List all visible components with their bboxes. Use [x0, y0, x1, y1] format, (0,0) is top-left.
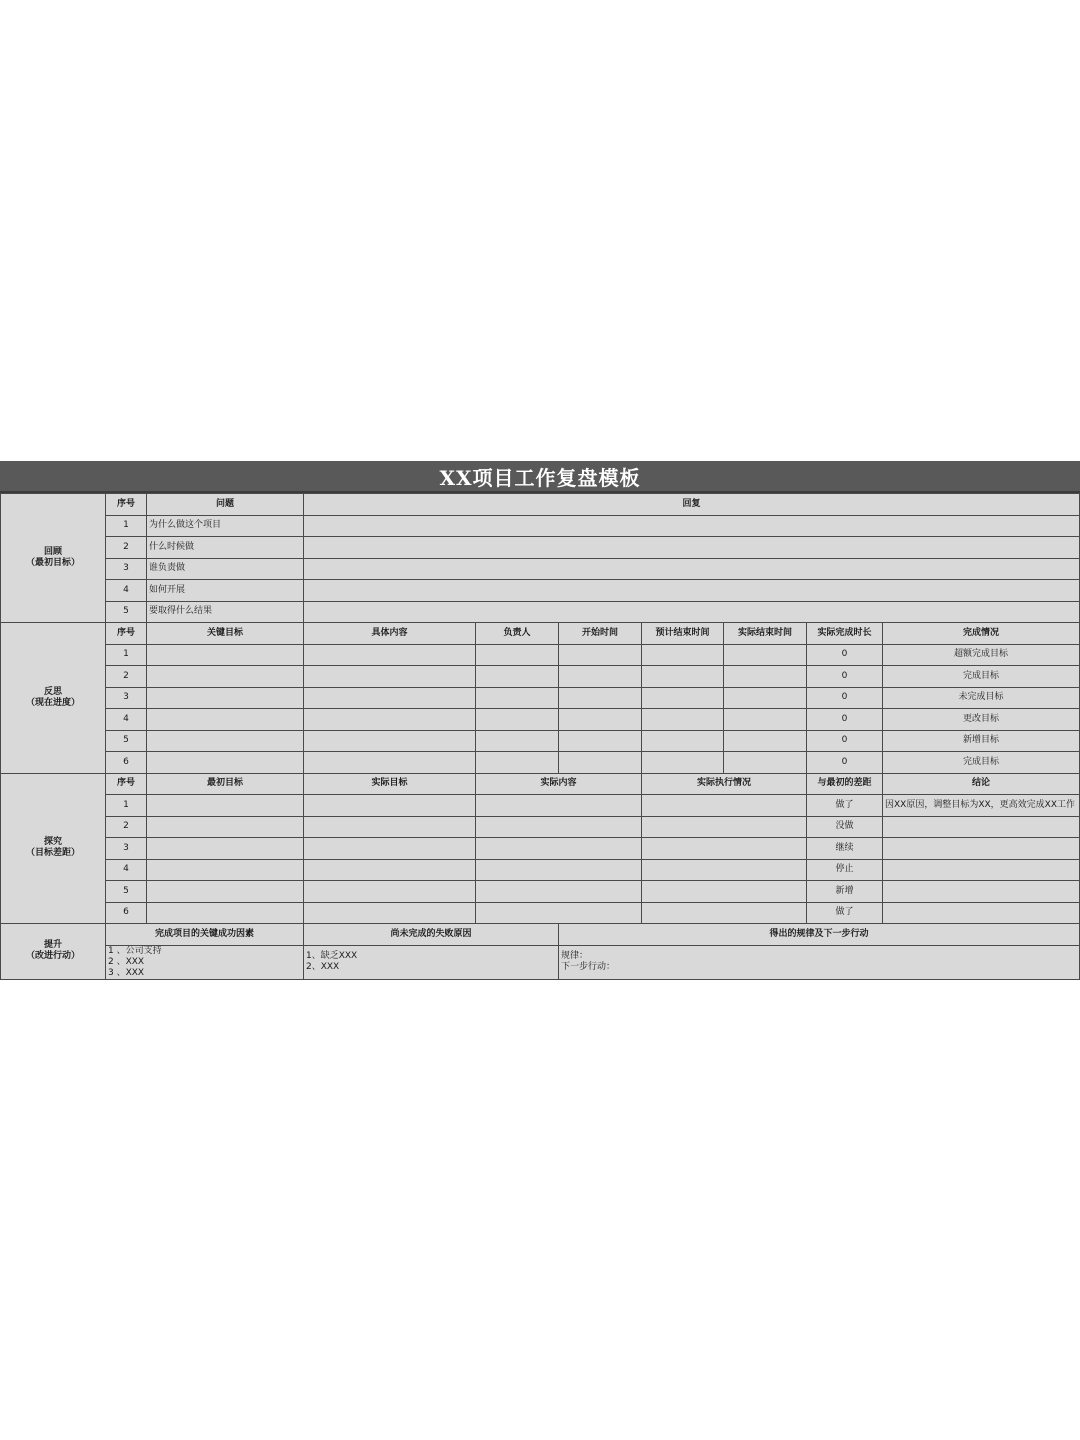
conclusion-cell[interactable]	[883, 902, 1080, 924]
actual-goal-cell[interactable]	[304, 816, 476, 838]
table-row	[1, 580, 1080, 602]
improve-section-label	[1, 924, 106, 980]
key-goal-cell[interactable]	[147, 666, 304, 688]
table-row	[1, 838, 1080, 860]
reply-cell[interactable]	[304, 515, 1080, 537]
gap-cell[interactable]: 继续	[807, 838, 883, 860]
reflect-section-title: 反思	[43, 686, 62, 697]
reflect-header-content: 具体内容	[304, 623, 476, 645]
planned-end-cell[interactable]	[642, 730, 724, 752]
key-goal-cell[interactable]	[147, 644, 304, 666]
actual-goal-cell[interactable]	[304, 838, 476, 860]
success-factors-cell-line: 2 、XXX	[108, 956, 145, 967]
review-table	[0, 493, 1080, 980]
explore-section-label	[1, 773, 106, 924]
reply-cell[interactable]	[304, 537, 1080, 559]
actual-content-cell[interactable]	[476, 838, 642, 860]
table-row	[1, 752, 1080, 774]
explore-header-no: 序号	[106, 773, 147, 795]
review-header-question: 问题	[147, 494, 304, 516]
table-row	[1, 859, 1080, 881]
explore-header-conclusion: 结论	[883, 773, 1080, 795]
improve-header-rules-actions: 得出的规律及下一步行动	[559, 924, 1080, 946]
explore-header-execution: 实际执行情况	[642, 773, 807, 795]
planned-end-cell[interactable]	[642, 666, 724, 688]
planned-end-cell[interactable]	[642, 709, 724, 731]
execution-cell[interactable]	[642, 902, 807, 924]
review-header-no: 序号	[106, 494, 147, 516]
explore-header-actual-content: 实际内容	[476, 773, 642, 795]
reflect-header-status: 完成情况	[883, 623, 1080, 645]
reply-cell[interactable]	[304, 558, 1080, 580]
duration-cell: 0	[807, 752, 883, 774]
row-number: 3	[106, 558, 147, 580]
failure-reasons-cell-line: 1、缺乏XXX	[306, 951, 358, 961]
owner-cell[interactable]	[476, 666, 559, 688]
actual-goal-cell[interactable]	[304, 881, 476, 903]
duration-cell: 0	[807, 666, 883, 688]
rules-actions-cell-line: 下一步行动：	[561, 962, 616, 972]
row-number: 4	[106, 859, 147, 881]
table-row	[1, 709, 1080, 731]
table-row	[1, 537, 1080, 559]
explore-header-gap: 与最初的差距	[807, 773, 883, 795]
row-number: 4	[106, 709, 147, 731]
content-cell[interactable]	[304, 687, 476, 709]
actual-goal-cell[interactable]	[304, 795, 476, 817]
status-cell[interactable]: 未完成目标	[883, 687, 1080, 709]
success-factors-cell[interactable]	[106, 945, 304, 979]
improve-header-row	[1, 924, 1080, 946]
reflect-header-duration: 实际完成时长	[807, 623, 883, 645]
table-row	[1, 881, 1080, 903]
actual-end-cell[interactable]	[724, 752, 807, 774]
start-time-cell[interactable]	[559, 752, 642, 774]
reflect-header-row	[1, 623, 1080, 645]
actual-end-cell[interactable]	[724, 709, 807, 731]
row-number: 2	[106, 816, 147, 838]
planned-end-cell[interactable]	[642, 752, 724, 774]
row-number: 4	[106, 580, 147, 602]
initial-goal-cell[interactable]	[147, 838, 304, 860]
owner-cell[interactable]	[476, 730, 559, 752]
reply-cell[interactable]	[304, 601, 1080, 623]
row-number: 2	[106, 666, 147, 688]
rules-actions-cell[interactable]	[559, 945, 1080, 979]
explore-header-row	[1, 773, 1080, 795]
improve-section-title: 提升	[43, 940, 62, 951]
gap-cell[interactable]: 做了	[807, 902, 883, 924]
content-cell[interactable]	[304, 730, 476, 752]
actual-end-cell[interactable]	[724, 666, 807, 688]
reflect-header-start-time: 开始时间	[559, 623, 642, 645]
reflect-header-owner: 负责人	[476, 623, 559, 645]
duration-cell: 0	[807, 687, 883, 709]
question-cell: 要取得什么结果	[147, 601, 304, 623]
explore-header-actual-goal: 实际目标	[304, 773, 476, 795]
execution-cell[interactable]	[642, 838, 807, 860]
reflect-header-key-goal: 关键目标	[147, 623, 304, 645]
actual-content-cell[interactable]	[476, 816, 642, 838]
row-number: 2	[106, 537, 147, 559]
actual-goal-cell[interactable]	[304, 902, 476, 924]
table-row	[1, 795, 1080, 817]
owner-cell[interactable]	[476, 752, 559, 774]
table-row	[1, 666, 1080, 688]
explore-section-title: 探究	[43, 837, 62, 848]
review-section-subtitle: （最初目标）	[25, 558, 80, 568]
execution-cell[interactable]	[642, 816, 807, 838]
reflect-header-no: 序号	[106, 623, 147, 645]
row-number: 6	[106, 752, 147, 774]
execution-cell[interactable]	[642, 881, 807, 903]
gap-cell[interactable]: 新增	[807, 881, 883, 903]
row-number: 6	[106, 902, 147, 924]
conclusion-cell[interactable]	[883, 816, 1080, 838]
content-cell[interactable]	[304, 644, 476, 666]
question-cell: 什么时候做	[147, 537, 304, 559]
gap-cell[interactable]: 没做	[807, 816, 883, 838]
table-row	[1, 644, 1080, 666]
owner-cell[interactable]	[476, 709, 559, 731]
actual-content-cell[interactable]	[476, 902, 642, 924]
owner-cell[interactable]	[476, 644, 559, 666]
review-section-label	[1, 494, 106, 623]
review-header-reply: 回复	[304, 494, 1080, 516]
initial-goal-cell[interactable]	[147, 795, 304, 817]
explore-header-initial-goal: 最初目标	[147, 773, 304, 795]
key-goal-cell[interactable]	[147, 752, 304, 774]
question-cell: 为什么做这个项目	[147, 515, 304, 537]
improve-header-success-factors: 完成项目的关键成功因素	[106, 924, 304, 946]
duration-cell: 0	[807, 709, 883, 731]
content-cell[interactable]	[304, 666, 476, 688]
explore-section-subtitle: （目标差距）	[25, 848, 80, 859]
reply-cell[interactable]	[304, 580, 1080, 602]
initial-goal-cell[interactable]	[147, 902, 304, 924]
key-goal-cell[interactable]	[147, 730, 304, 752]
initial-goal-cell[interactable]	[147, 881, 304, 903]
actual-content-cell[interactable]	[476, 795, 642, 817]
actual-end-cell[interactable]	[724, 730, 807, 752]
initial-goal-cell[interactable]	[147, 816, 304, 838]
duration-cell: 0	[807, 730, 883, 752]
gap-cell[interactable]: 停止	[807, 859, 883, 881]
success-factors-cell-line: 1 、公司支持	[108, 945, 162, 956]
sheet-title: XX项目工作复盘模板	[0, 461, 1080, 493]
table-row	[1, 730, 1080, 752]
row-number: 1	[106, 795, 147, 817]
start-time-cell[interactable]	[559, 666, 642, 688]
question-cell: 如何开展	[147, 580, 304, 602]
improve-content-row	[1, 945, 1080, 979]
status-cell[interactable]: 超额完成目标	[883, 644, 1080, 666]
initial-goal-cell[interactable]	[147, 859, 304, 881]
review-template-sheet	[0, 461, 1080, 980]
row-number: 5	[106, 881, 147, 903]
row-number: 1	[106, 515, 147, 537]
conclusion-cell[interactable]	[883, 859, 1080, 881]
review-header-row	[1, 494, 1080, 516]
row-number: 5	[106, 730, 147, 752]
planned-end-cell[interactable]	[642, 687, 724, 709]
key-goal-cell[interactable]	[147, 687, 304, 709]
table-row	[1, 601, 1080, 623]
row-number: 5	[106, 601, 147, 623]
row-number: 3	[106, 687, 147, 709]
execution-cell[interactable]	[642, 795, 807, 817]
content-cell[interactable]	[304, 709, 476, 731]
improve-header-failure-reasons: 尚未完成的失败原因	[304, 924, 559, 946]
actual-content-cell[interactable]	[476, 859, 642, 881]
owner-cell[interactable]	[476, 687, 559, 709]
table-row	[1, 816, 1080, 838]
success-factors-cell-line: 3 、XXX	[108, 967, 145, 978]
failure-reasons-cell[interactable]	[304, 945, 559, 979]
row-number: 1	[106, 644, 147, 666]
review-section-title: 回顾	[43, 547, 62, 557]
status-cell[interactable]: 完成目标	[883, 666, 1080, 688]
gap-cell[interactable]: 做了	[807, 795, 883, 817]
conclusion-cell[interactable]	[883, 838, 1080, 860]
improve-section-subtitle: （改进行动）	[25, 951, 80, 962]
start-time-cell[interactable]	[559, 644, 642, 666]
status-cell[interactable]: 更改目标	[883, 709, 1080, 731]
failure-reasons-cell-line: 2、XXX	[306, 962, 340, 972]
duration-cell: 0	[807, 644, 883, 666]
execution-cell[interactable]	[642, 859, 807, 881]
row-number: 3	[106, 838, 147, 860]
table-row	[1, 687, 1080, 709]
content-cell[interactable]	[304, 752, 476, 774]
conclusion-cell[interactable]: 因XX原因，调整目标为XX，更高效完成XX工作	[883, 795, 1080, 817]
actual-end-cell[interactable]	[724, 687, 807, 709]
question-cell: 谁负责做	[147, 558, 304, 580]
table-row	[1, 558, 1080, 580]
start-time-cell[interactable]	[559, 709, 642, 731]
key-goal-cell[interactable]	[147, 709, 304, 731]
reflect-section-label	[1, 623, 106, 774]
planned-end-cell[interactable]	[642, 644, 724, 666]
status-cell[interactable]: 完成目标	[883, 752, 1080, 774]
actual-end-cell[interactable]	[724, 644, 807, 666]
actual-content-cell[interactable]	[476, 881, 642, 903]
reflect-section-subtitle: （现在进度）	[25, 697, 80, 708]
start-time-cell[interactable]	[559, 730, 642, 752]
conclusion-cell[interactable]	[883, 881, 1080, 903]
start-time-cell[interactable]	[559, 687, 642, 709]
reflect-header-actual-end: 实际结束时间	[724, 623, 807, 645]
actual-goal-cell[interactable]	[304, 859, 476, 881]
rules-actions-cell-line: 规律：	[561, 951, 589, 961]
reflect-header-planned-end: 预计结束时间	[642, 623, 724, 645]
table-row	[1, 902, 1080, 924]
status-cell[interactable]: 新增目标	[883, 730, 1080, 752]
table-row	[1, 515, 1080, 537]
